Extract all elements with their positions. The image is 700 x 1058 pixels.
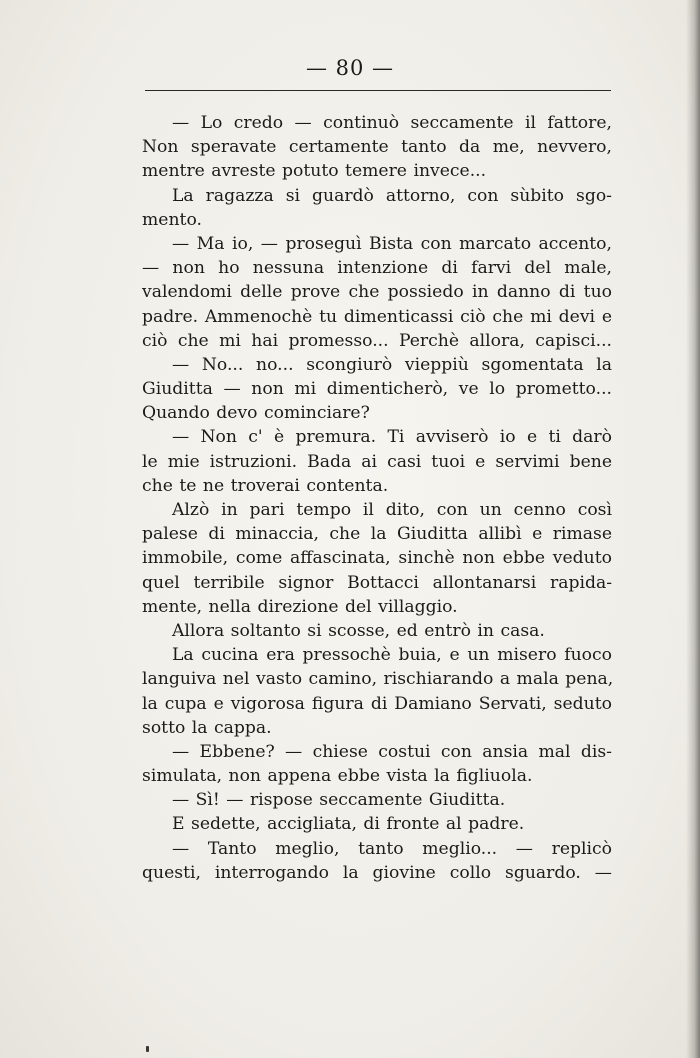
- text-line: mentre avreste potuto temere invece...: [142, 161, 487, 182]
- text-line: sotto la cappa.: [142, 717, 272, 738]
- ink-speck: [146, 1046, 149, 1052]
- body-text: [142, 111, 612, 885]
- page-number: — 80 —: [305, 56, 395, 80]
- text-line: languiva nel vasto camino, rischiarando a mala pena,: [142, 669, 614, 690]
- text-line: palese di minaccia, che la Giuditta allibì e rimase: [142, 524, 612, 545]
- text-line: — Ebbene? — chiese costui con ansia mal dis-: [172, 741, 612, 762]
- text-line: valendomi delle prove che possiedo in danno di tuo: [142, 282, 612, 303]
- text-line: questi, interrogando la giovine collo sguardo. —: [142, 862, 612, 883]
- text-line: — Ma io, — proseguì Bista con marcato accento,: [172, 233, 612, 254]
- text-line: che te ne troverai contenta.: [142, 475, 389, 496]
- text-line: le mie istruzioni. Bada ai casi tuoi e servimi bene: [142, 451, 612, 472]
- text-line: quel terribile signor Bottacci allontanarsi rapida-: [142, 572, 612, 593]
- text-line: mente, nella direzione del villaggio.: [142, 596, 458, 617]
- text-line: E sedette, accigliata, di fronte al padre.: [172, 814, 525, 835]
- text-line: — Tanto meglio, tanto meglio... — replicò: [172, 838, 612, 859]
- text-line: — Non c' è premura. Ti avviserò io e ti darò: [172, 427, 612, 448]
- text-line: Giuditta — non mi dimenticherò, ve lo prometto...: [142, 379, 612, 400]
- text-line: La cucina era pressochè buia, e un misero fuoco: [172, 645, 612, 666]
- header-rule: [145, 90, 611, 91]
- text-line: la cupa e vigorosa figura di Damiano Servati, seduto: [142, 693, 612, 714]
- text-line: ciò che mi hai promesso... Perchè allora, capisci...: [142, 330, 612, 351]
- text-line: mento.: [142, 209, 202, 230]
- text-line: Quando devo cominciare?: [142, 403, 370, 424]
- page-edge-shadow: [686, 0, 700, 1058]
- text-line: — non ho nessuna intenzione di farvi del male,: [142, 258, 612, 279]
- text-line: La ragazza si guardò attorno, con sùbito sgo-: [172, 185, 612, 206]
- text-line: simulata, non appena ebbe vista la figliuola.: [142, 766, 533, 787]
- text-line: Non speravate certamente tanto da me, nevvero,: [142, 137, 612, 158]
- text-line: — No... no... scongiurò vieppiù sgomentata la: [172, 354, 612, 375]
- text-line: — Sì! — rispose seccamente Giuditta.: [172, 790, 506, 811]
- text-line: padre. Ammenochè tu dimenticassi ciò che mi devi e: [142, 306, 612, 327]
- text-line: — Lo credo — continuò seccamente il fattore,: [172, 113, 612, 133]
- text-line: immobile, come affascinata, sinchè non ebbe veduto: [142, 548, 612, 569]
- text-line: Allora soltanto si scosse, ed entrò in casa.: [172, 620, 545, 641]
- text-line: Alzò in pari tempo il dito, con un cenno così: [172, 500, 612, 520]
